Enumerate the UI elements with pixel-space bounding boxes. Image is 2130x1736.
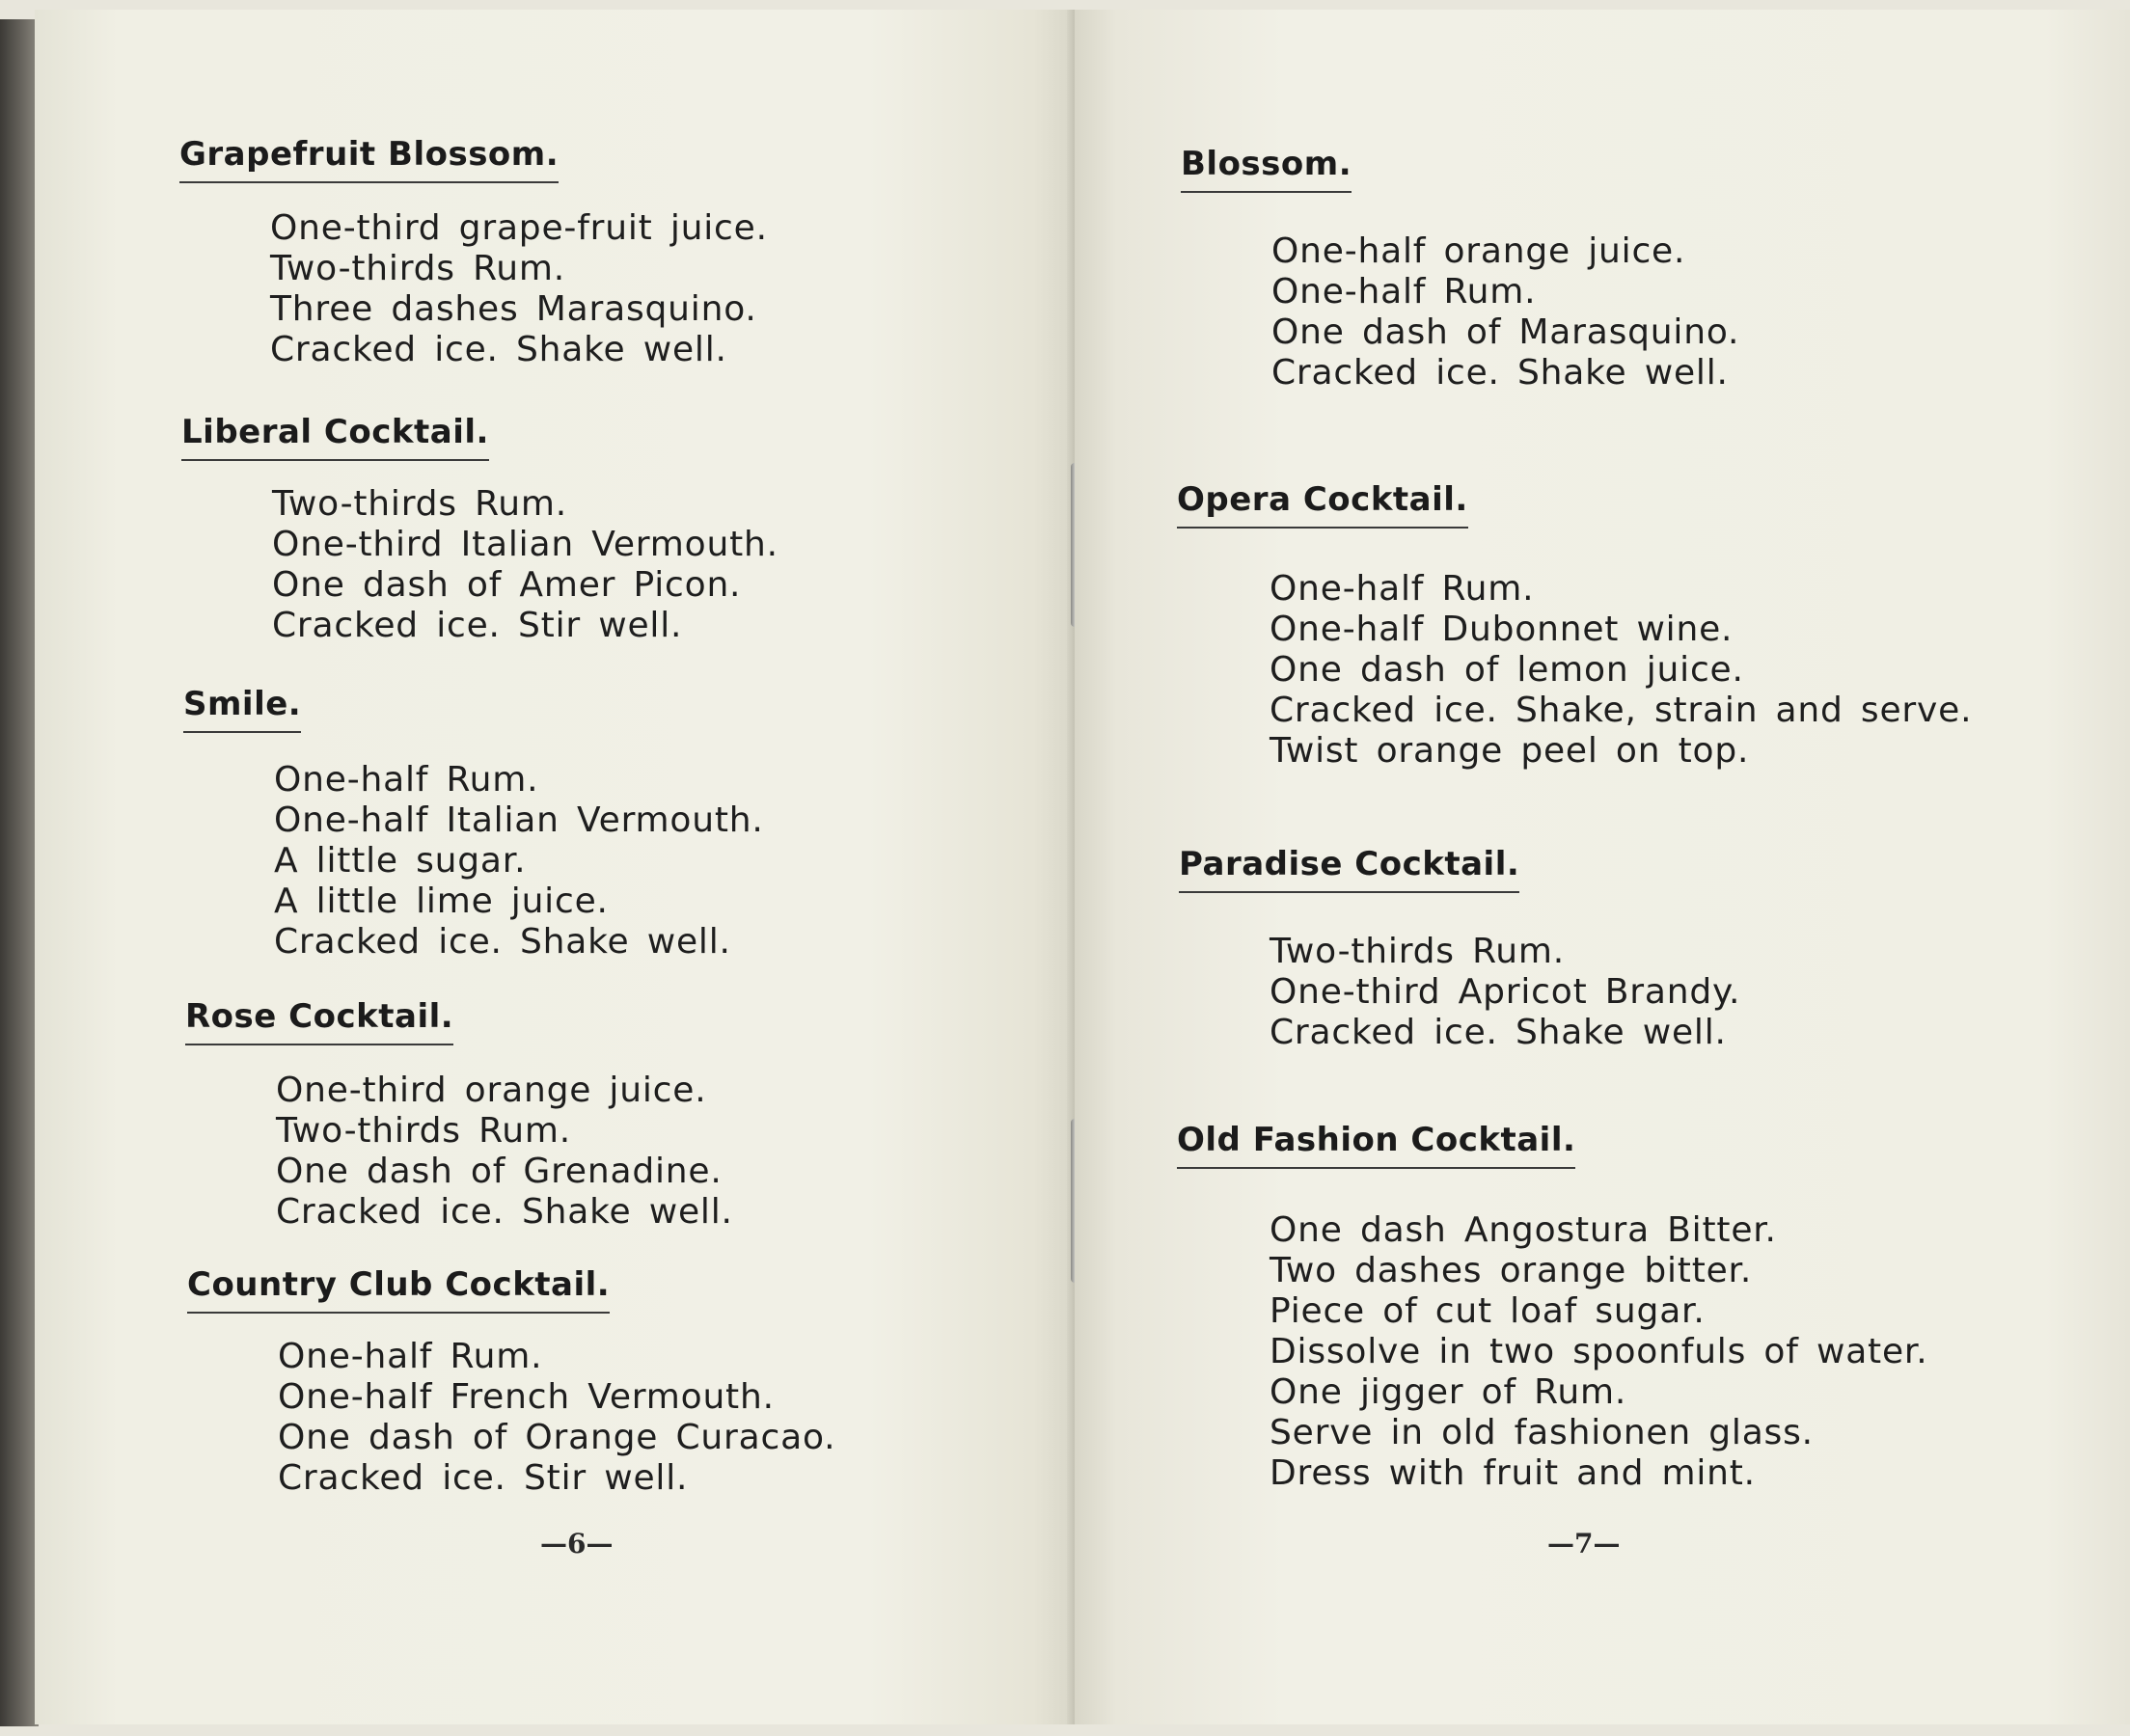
ingredient-line: One-half Rum. — [1271, 272, 1537, 312]
ingredient-line: A little lime juice. — [274, 882, 609, 921]
ingredient-line: One dash of Orange Curacao. — [278, 1418, 836, 1457]
ingredient-line: Dress with fruit and mint. — [1270, 1453, 1756, 1493]
recipe-title-old-fashion-cocktail: Old Fashion Cocktail. — [1177, 1121, 1575, 1169]
recipe-ingredients-country-club-cocktail — [278, 1337, 835, 1499]
ingredient-line: Two dashes orange bitter. — [1270, 1251, 1753, 1290]
ingredient-line: Cracked ice. Stir well. — [272, 606, 683, 645]
ingredient-line: One dash of Grenadine. — [276, 1152, 723, 1191]
recipe-ingredients-blossom — [1271, 231, 1739, 393]
recipe-title-smile: Smile. — [183, 685, 301, 733]
recipe-title-rose-cocktail: Rose Cocktail. — [185, 997, 453, 1045]
ingredient-line: Twist orange peel on top. — [1270, 731, 1750, 771]
ingredient-line: Cracked ice. Shake well. — [1270, 1013, 1727, 1052]
ingredient-line: Dissolve in two spoonfuls of water. — [1270, 1332, 1928, 1371]
recipe-ingredients-opera-cocktail — [1270, 569, 1972, 772]
page-number-right: —7— — [1547, 1528, 1621, 1560]
ingredient-line: Three dashes Marasquino. — [270, 289, 757, 329]
booklet-cover-edge — [0, 19, 39, 1726]
recipe-title-grapefruit-blossom: Grapefruit Blossom. — [179, 135, 559, 183]
ingredient-line: One-half Italian Vermouth. — [274, 800, 764, 840]
ingredient-line: One dash Angostura Bitter. — [1270, 1210, 1777, 1250]
recipe-ingredients-smile — [274, 760, 764, 963]
ingredient-line: One-third orange juice. — [276, 1071, 707, 1110]
recipe-ingredients-paradise-cocktail — [1270, 932, 1740, 1053]
ingredient-line: One-third Italian Vermouth. — [272, 525, 778, 564]
ingredient-line: Two-thirds Rum. — [276, 1111, 572, 1151]
page-number-left: —6— — [540, 1528, 614, 1560]
recipe-title-blossom: Blossom. — [1181, 145, 1352, 193]
ingredient-line: Cracked ice. Shake well. — [276, 1192, 733, 1232]
ingredient-line: One dash of Marasquino. — [1271, 312, 1740, 352]
ingredient-line: One-half Rum. — [274, 760, 539, 800]
ingredient-line: One-third grape-fruit juice. — [270, 208, 768, 248]
ingredient-line: One-half Rum. — [1270, 569, 1535, 609]
recipe-ingredients-grapefruit-blossom — [270, 208, 768, 370]
ingredient-line: Serve in old fashionen glass. — [1270, 1413, 1814, 1452]
ingredient-line: Cracked ice. Shake well. — [274, 922, 731, 962]
recipe-title-liberal-cocktail: Liberal Cocktail. — [181, 413, 489, 461]
ingredient-line: One-half French Vermouth. — [278, 1377, 775, 1417]
ingredient-line: Cracked ice. Shake, strain and serve. — [1270, 691, 1973, 730]
ingredient-line: Two-thirds Rum. — [1270, 932, 1566, 971]
ingredient-line: Piece of cut loaf sugar. — [1270, 1291, 1706, 1331]
ingredient-line: Two-thirds Rum. — [270, 249, 566, 288]
recipe-title-paradise-cocktail: Paradise Cocktail. — [1179, 845, 1519, 893]
ingredient-line: One dash of lemon juice. — [1270, 650, 1744, 690]
ingredient-line: Cracked ice. Shake well. — [270, 330, 727, 369]
ingredient-line: Two-thirds Rum. — [272, 484, 568, 524]
ingredient-line: Cracked ice. Shake well. — [1271, 353, 1729, 393]
ingredient-line: One-half Rum. — [278, 1337, 543, 1376]
ingredient-line: A little sugar. — [274, 841, 527, 881]
recipe-ingredients-rose-cocktail — [276, 1071, 733, 1233]
ingredient-line: One-third Apricot Brandy. — [1270, 972, 1741, 1012]
ingredient-line: One dash of Amer Picon. — [272, 565, 742, 605]
ingredient-line: One-half Dubonnet wine. — [1270, 610, 1734, 649]
ingredient-line: Cracked ice. Stir well. — [278, 1458, 689, 1498]
recipe-title-country-club-cocktail: Country Club Cocktail. — [187, 1265, 610, 1314]
recipe-ingredients-liberal-cocktail — [272, 484, 778, 646]
recipe-title-opera-cocktail: Opera Cocktail. — [1177, 480, 1468, 529]
ingredient-line: One-half orange juice. — [1271, 231, 1686, 271]
ingredient-line: One jigger of Rum. — [1270, 1372, 1627, 1412]
recipe-ingredients-old-fashion-cocktail — [1270, 1209, 1927, 1493]
